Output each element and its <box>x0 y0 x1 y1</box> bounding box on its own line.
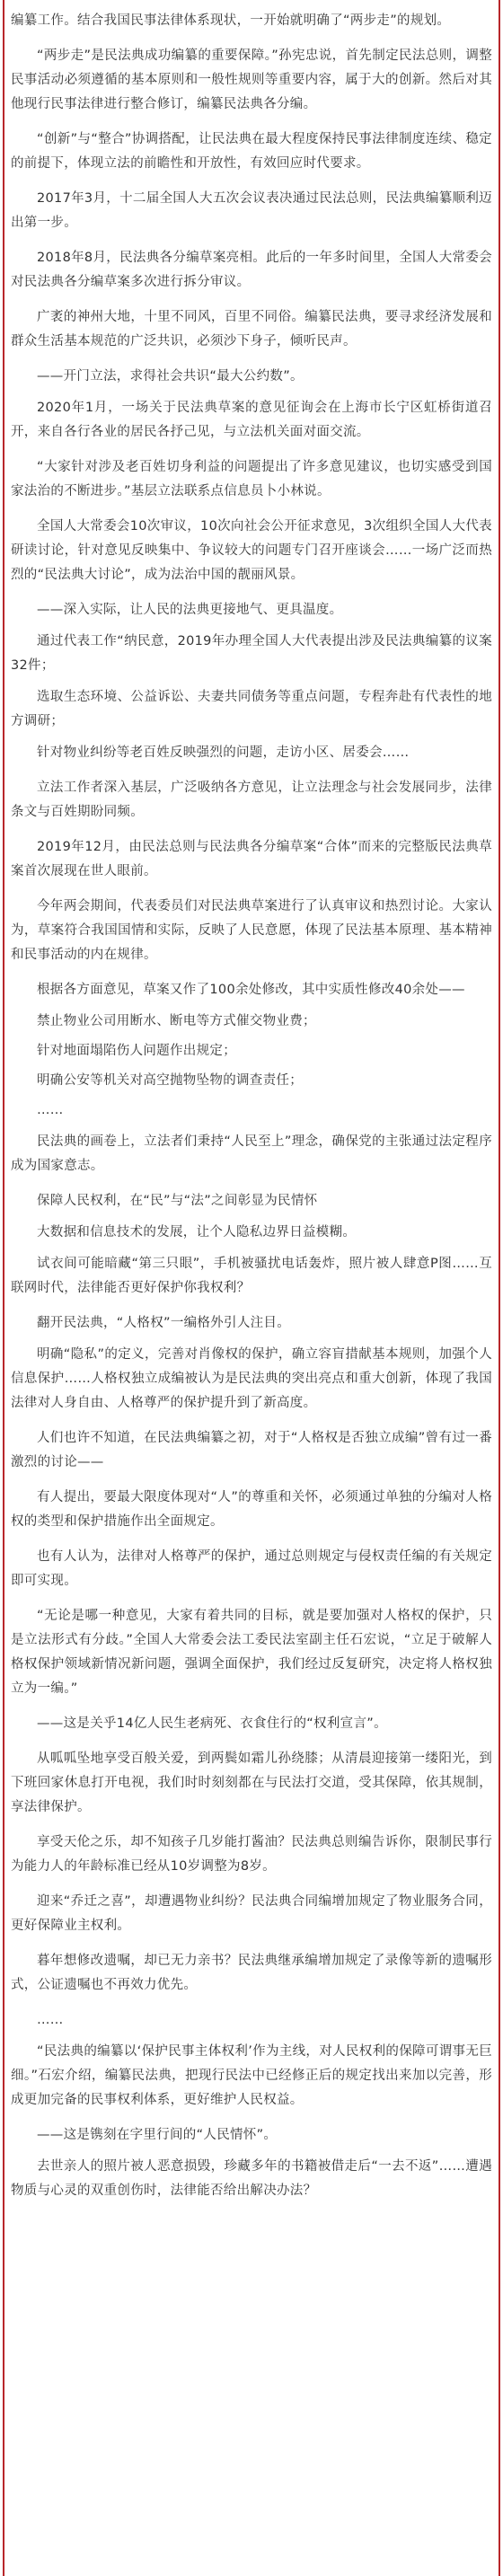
paragraph: 选取生态环境、公益诉讼、夫妻共同债务等重点问题，专程奔赴有代表性的地方调研； <box>11 690 492 728</box>
paragraph: 立法工作者深入基层，广泛吸纳各方意见，让立法理念与社会发展同步，法律条文与百姓期盼同频。 <box>11 781 492 819</box>
paragraph: 翻开民法典，“人格权”一编格外引人注目。 <box>37 1316 291 1330</box>
paragraph: 2018年8月，民法典各分编草案亮相。此后的一年多时间里，全国人大常委会对民法典各分编草案多次进行拆分审议。 <box>11 251 492 289</box>
article-body <box>11 9 492 2203</box>
paragraph: 大数据和信息技术的发展，让个人隐私边界日益模糊。 <box>37 1225 357 1239</box>
list-item: 针对地面塌陷伤人问题作出规定； <box>37 1044 236 1058</box>
paragraph: 试衣间可能暗藏“第三只眼”，手机被骚扰电话轰炸，照片被人肆意P图……互联网时代，法律能否更好保护你我权利？ <box>11 1257 492 1295</box>
paragraph: 通过代表工作“纳民意，2019年办理全国人大代表提出涉及民法典编纂的议案32件； <box>11 634 492 673</box>
paragraph: ——开门立法，求得社会共识“最大公约数”。 <box>37 369 304 384</box>
paragraph: …… <box>37 1103 64 1117</box>
list-item: 明确公安等机关对高空抛物坠物的调查责任； <box>37 1073 303 1088</box>
paragraph: 也有人认为，法律对人格尊严的保护，通过总则规定与侵权责任编的有关规定即可实现。 <box>11 1549 492 1588</box>
list-item: 禁止物业公司用断水、断电等方式催交物业费； <box>37 1014 316 1028</box>
paragraph: “大家针对涉及老百姓切身利益的问题提出了许多意见建议，也切实感受到国家法治的不断进步。”基层立法联系点信息员卜小林说。 <box>11 460 492 498</box>
paragraph: 从呱呱坠地享受百般关爱，到两鬓如霜儿孙绕膝；从清晨迎接第一缕阳光，到下班回家休息打开电视，我们时时刻刻都在与民法打交道，受其保障，依其规制，享法律保护。 <box>11 1751 492 1814</box>
paragraph: 针对物业纠纷等老百姓反映强烈的问题，走访小区、居委会…… <box>37 745 410 760</box>
paragraph: “两步走”是民法典成功编纂的重要保障。”孙宪忠说，首先制定民法总则，调整民事活动必须遵循的基本原则和一般性规则等重要内容，属于大的创新。然后对其他现行民事法律进行整合修订，编纂民法典各分编。 <box>11 49 492 111</box>
paragraph: “无论是哪一种意见，大家有着共同的目标，就是要加强对人格权的保护，只是立法形式有分歧。”全国人大常委会法工委民法室副主任石宏说，“立足于破解人格权保护领域新情况新问题，强调全面保护，我们经过反复研究，决定将人格权独立为一编。” <box>11 1609 492 1696</box>
paragraph: …… <box>37 2013 64 2027</box>
paragraph: 有人提出，要最大限度体现对“人”的尊重和关怀，必须通过单独的分编对人格权的类型和保护措施作出全面规定。 <box>11 1490 492 1529</box>
paragraph: ——这是关乎14亿人民生老病死、衣食住行的“权利宣言”。 <box>37 1716 387 1731</box>
paragraph: “创新”与“整合”协调搭配，让民法典在最大程度保持民事法律制度连续、稳定的前提下，体现立法的前瞻性和开放性，有效回应时代要求。 <box>11 132 492 171</box>
section-heading: 保障人民权利，在“民”与“法”之间彰显为民情怀 <box>37 1194 318 1208</box>
paragraph: 民法典的画卷上，立法者们秉持“人民至上”理念，确保党的主张通过法定程序成为国家意志。 <box>11 1134 492 1173</box>
paragraph: 迎来“乔迁之喜”，却遭遇物业纠纷？民法典合同编增加规定了物业服务合同，更好保障业主权利。 <box>11 1894 492 1933</box>
paragraph: 人们也许不知道，在民法典编纂之初，对于“人格权是否独立成编”曾有过一番激烈的讨论—— <box>11 1431 492 1469</box>
paragraph: 2020年1月，一场关于民法典草案的意见征询会在上海市长宁区虹桥街道召开，来自各行各业的居民各抒己见，与立法机关面对面交流。 <box>11 401 492 439</box>
paragraph: ——这是镌刻在字里行间的“人民情怀”。 <box>37 2128 278 2142</box>
paragraph: 全国人大常委会10次审议，10次向社会公开征求意见，3次组织全国人大代表研读讨论，针对意见反映集中、争议较大的问题专门召开座谈会……一场广泛而热烈的“民法典大讨论”，成为法治中国的靓丽风景。 <box>11 519 492 582</box>
paragraph: 广袤的神州大地，十里不同风，百里不同俗。编纂民法典，要寻求经济发展和群众生活基本规范的广泛共识，必须沙下身子，倾听民声。 <box>11 310 492 348</box>
paragraph: 今年两会期间，代表委员们对民法典草案进行了认真审议和热烈讨论。大家认为，草案符合我国国情和实际，反映了人民意愿，体现了民法基本原理、基本精神和民事活动的内在规律。 <box>11 899 492 962</box>
paragraph: 2019年12月，由民法总则与民法典各分编草案“合体”而来的完整版民法典草案首次展现在世人眼前。 <box>11 840 492 878</box>
paragraph: “民法典的编纂以‘保护民事主体权利’作为主线，对人民权利的保障可谓事无巨细。”石宏介绍，编纂民法典，把现行民法中已经修正后的规定找出来加以完善，形成更加完备的民事权利体系，更好维护人民权益。 <box>11 2044 492 2107</box>
paragraph: ——深入实际，让人民的法典更接地气、更具温度。 <box>37 603 343 617</box>
paragraph: 去世亲人的照片被人恶意损毁，珍藏多年的书籍被借走后“一去不返”……遭遇物质与心灵的双重创伤时，法律能否给出解决办法？ <box>11 2159 492 2198</box>
paragraph: 根据各方面意见，草案又作了100余处修改，其中实质性修改40余处—— <box>37 983 465 997</box>
paragraph: 暮年想修改遗嘱，却已无力亲书？民法典继承编增加规定了录像等新的遗嘱形式，公证遗嘱也不再效力优先。 <box>11 1954 492 1992</box>
paragraph: 编纂工作。结合我国民事法律体系现状，一开始就明确了“两步走”的规划。 <box>11 13 451 28</box>
paragraph: 享受天伦之乐，却不知孩子几岁能打酱油？民法典总则编告诉你，限制民事行为能力人的年龄标准已经从10岁调整为8岁。 <box>11 1835 492 1874</box>
paragraph: 明确“隐私”的定义，完善对肖像权的保护，确立容盲措献基本规则，加强个人信息保护……人格权独立成编被认为是民法典的突出亮点和重大创新，体现了我国法律对人身自由、人格尊严的保护提升到了新高度。 <box>11 1347 492 1410</box>
paragraph: 2017年3月，十二届全国人大五次会议表决通过民法总则，民法典编纂顺利迈出第一步。 <box>11 191 492 230</box>
